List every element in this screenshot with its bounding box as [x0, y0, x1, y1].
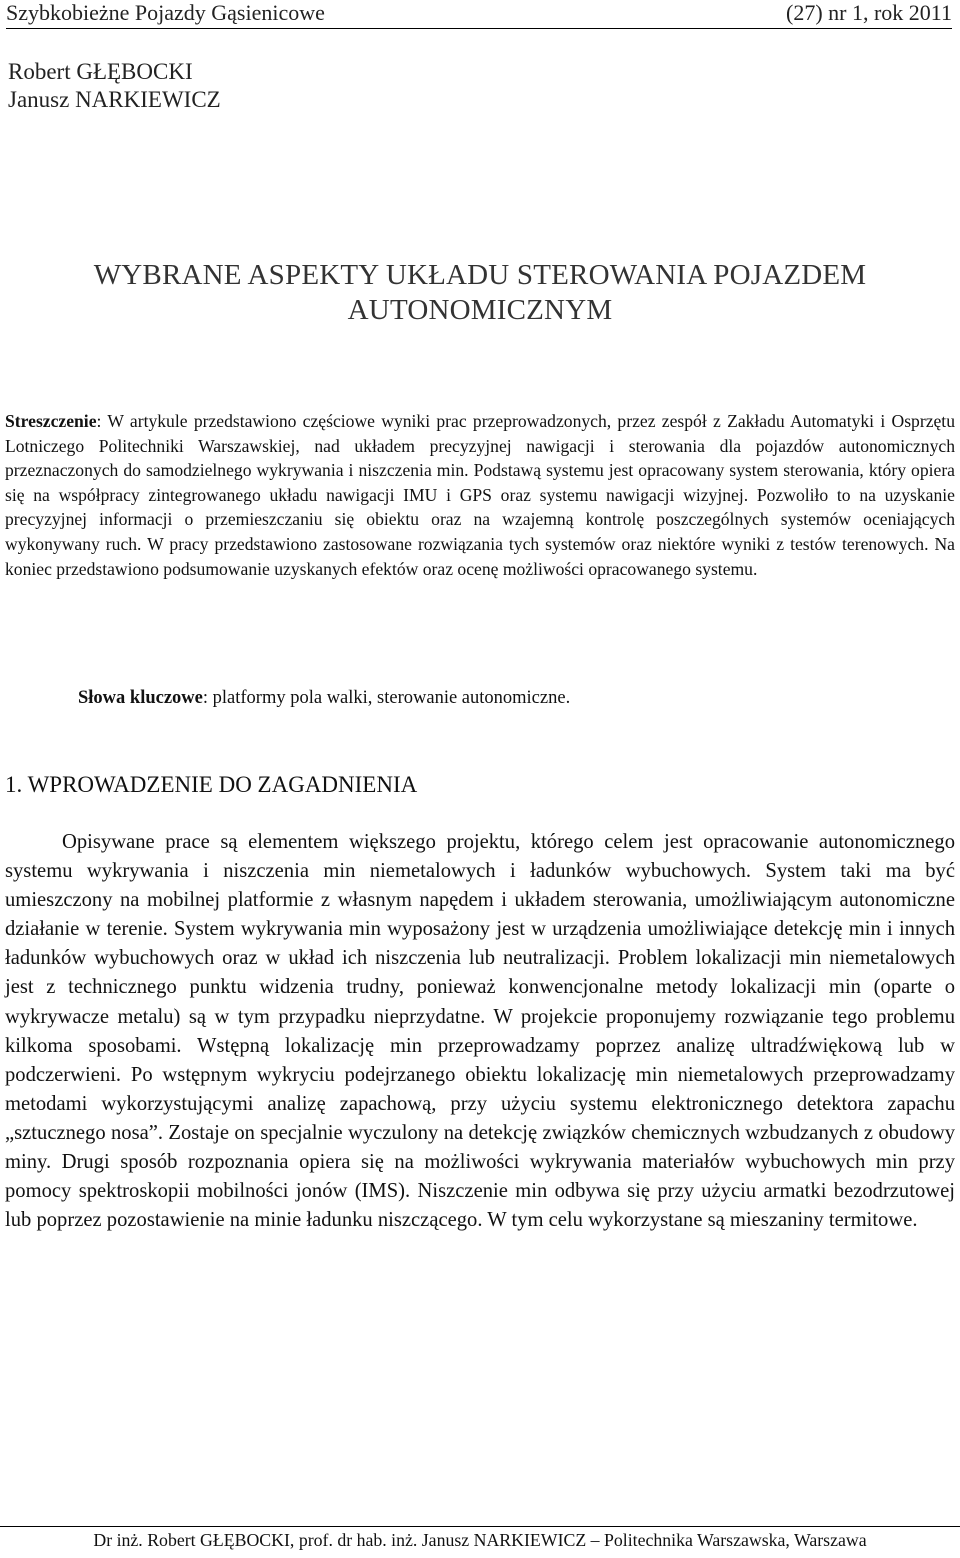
- author-list: [8, 58, 221, 114]
- title-line-2: AUTONOMICZNYM: [347, 294, 613, 326]
- section-body: Opisywane prace są elementem większego projektu, którego celem jest opracowanie autonomicznego systemu wykrywania i niszczenia min niemetalowych i ładunków wybuchowych. System taki ma być umieszczony na mobilnej platformie z własnym napędem i układem sterowania, umożliwiającym autonomiczne działanie w terenie. System wykrywania min wyposażony jest w urządzenia umożliwiające detekcję min i innych ładunków wybuchowych oraz w układ ich niszczenia lub neutralizacji. Problem lokalizacji min niemetalowych jest z technicznego punktu widzenia trudny, ponieważ konwencjonalne metody lokalizacji min (oparte o wykrywacze metalu) są w tym przypadku nieprzydatne. W projekcie proponujemy rozwiązanie tego problemu kilkoma sposobami. Wstępną lokalizację min przeprowadzamy poprzez analizę ultradźwiękową lub w podczerwieni. Po wstępnym wykryciu podejrzanego obiektu lokalizację min niemetalowych przeprowadzamy metodami wykorzystującymi analizę zapachową, przy użyciu systemu elektronicznego detektora zapachu „sztucznego nosa”. Zostaje on specjalnie wyczulony na detekcję związków chemicznych wzbudzanych z obudowy miny. Drugi sposób rozpoznania opiera się na możliwości wykrywania materiałów wybuchowych min przy pomocy spektroskopii mobilności jonów (IMS). Niszczenie min odbywa się przy użyciu armatki bezodrzutowej lub poprzez pozostawienie na minie ładunku niszczącego. W tym celu wykorzystane są mieszaniny termitowe.: [5, 831, 955, 1232]
- issue-info: (27) nr 1, rok 2011: [786, 0, 952, 25]
- paper-title: [0, 258, 960, 328]
- section-heading: 1. WPROWADZENIE DO ZAGADNIENIA: [5, 772, 418, 797]
- keywords-label: Słowa kluczowe: [78, 688, 203, 708]
- journal-name: Szybkobieżne Pojazdy Gąsienicowe: [6, 0, 325, 25]
- author-1: Robert GŁĘBOCKI: [8, 59, 193, 84]
- abstract-label: Streszczenie: [5, 411, 97, 431]
- abstract-text: : W artykule przedstawiono częściowe wyniki prac przeprowadzonych, przez zespół z Zakładu Automatyki i Osprzętu Lotniczego Politechniki Warszawskiej, nad układem precyzyjnej nawigacji i sterowania dla pojazdów autonomicznych przeznaczonych do samodzielnego wykrywania i niszczenia min. Podstawą systemu jest opracowany system sterowania, który opiera się na współpracy zintegrowanego układu nawigacji IMU i GPS oraz systemu nawigacji wizyjnej. Pozwoliło to na uzyskanie precyzyjnej informacji o przemieszczaniu się obiektu oraz na wzajemną kontrolę poszczególnych systemów oceniających wykonywany ruch. W pracy przedstawiono zastosowane rozwiązania tych systemów oraz niektóre wyniki z testów terenowych. Na koniec przedstawiono podsumowanie uzyskanych efektów oraz ocenę możliwości opracowanego systemu.: [5, 411, 955, 579]
- running-header: [6, 0, 952, 29]
- keywords-text: : platformy pola walki, sterowanie autonomiczne.: [202, 688, 571, 708]
- author-affiliation-footer: Dr inż. Robert GŁĘBOCKI, prof. dr hab. inż. Janusz NARKIEWICZ – Politechnika Warszawska, Warszawa: [0, 1526, 960, 1558]
- keywords: [78, 686, 570, 710]
- author-2: Janusz NARKIEWICZ: [8, 87, 221, 112]
- title-line-1: WYBRANE ASPEKTY UKŁADU STEROWANIA POJAZDEM: [93, 259, 867, 291]
- abstract: [5, 409, 955, 581]
